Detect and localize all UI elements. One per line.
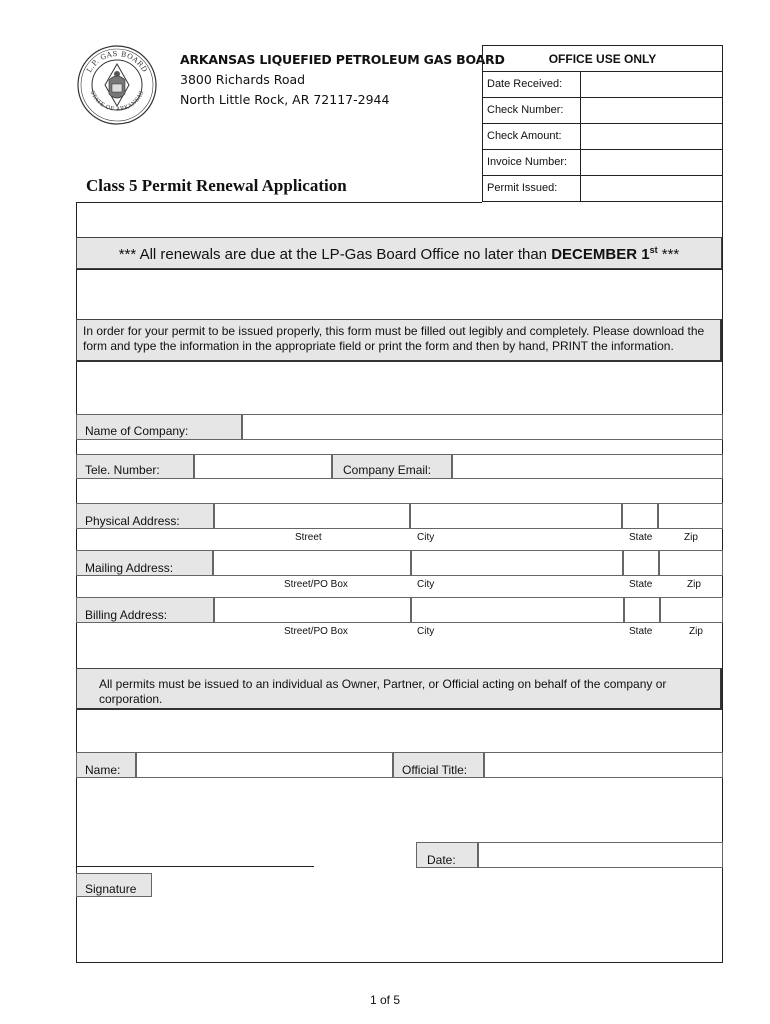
physical-street-sublabel: Street [295, 532, 322, 543]
physical-zip-input[interactable] [658, 503, 723, 529]
billing-state-input[interactable] [624, 597, 660, 623]
due-prefix: *** All renewals are due at the LP-Gas Board Office no later than [118, 246, 552, 263]
office-row-permit-issued [483, 176, 722, 202]
billing-city-sublabel: City [417, 626, 435, 637]
office-label: Check Amount: [483, 124, 581, 149]
billing-street-input[interactable] [214, 597, 411, 623]
office-use-title: OFFICE USE ONLY [483, 46, 722, 72]
billing-address-label: Billing Address: [76, 597, 214, 623]
official-title-input[interactable] [484, 752, 723, 778]
office-label: Invoice Number: [483, 150, 581, 175]
page-number: 1 of 5 [369, 993, 401, 1007]
company-name-input[interactable] [242, 414, 723, 440]
check-number-field[interactable] [581, 98, 722, 123]
signature-label: Signature [76, 873, 152, 897]
office-row-invoice-number [483, 150, 722, 176]
permit-issued-field[interactable] [581, 176, 722, 202]
check-amount-field[interactable] [581, 124, 722, 149]
form-title: Class 5 Permit Renewal Application [86, 176, 347, 195]
mailing-state-input[interactable] [623, 550, 659, 576]
billing-state-sublabel: State [629, 626, 653, 637]
office-row-check-number [483, 98, 722, 124]
org-address-line-2: North Little Rock, AR 72117-2944 [180, 92, 390, 107]
billing-street-sublabel: Street/PO Box [284, 626, 348, 637]
physical-state-input[interactable] [622, 503, 658, 529]
company-email-label: Company Email: [332, 454, 452, 479]
office-use-box [482, 45, 723, 202]
company-name-label: Name of Company: [76, 414, 242, 440]
mailing-state-sublabel: State [629, 579, 653, 590]
mailing-address-label: Mailing Address: [76, 550, 213, 576]
mailing-city-sublabel: City [417, 579, 435, 590]
due-date: DECEMBER 1 [551, 246, 650, 263]
owner-notice: All permits must be issued to an individual as Owner, Partner, or Official acting on behalf of the company or corporation. [76, 668, 722, 710]
due-date-notice [76, 237, 722, 269]
mailing-city-input[interactable] [411, 550, 623, 576]
mailing-street-sublabel: Street/PO Box [284, 579, 348, 590]
org-address-line-1: 3800 Richards Road [180, 72, 306, 87]
lp-gas-board-seal-logo [76, 44, 158, 126]
date-received-field[interactable] [581, 72, 722, 97]
signature-line[interactable] [76, 866, 314, 867]
name-input[interactable] [136, 752, 393, 778]
mailing-street-input[interactable] [213, 550, 411, 576]
divider [76, 269, 723, 270]
billing-zip-input[interactable] [660, 597, 723, 623]
invoice-number-field[interactable] [581, 150, 722, 175]
physical-city-input[interactable] [410, 503, 622, 529]
date-label: Date: [416, 842, 478, 868]
mailing-zip-sublabel: Zip [687, 579, 701, 590]
mailing-zip-input[interactable] [659, 550, 723, 576]
official-title-label: Official Title: [393, 752, 484, 778]
date-input[interactable] [478, 842, 723, 868]
frame-top-left-border [76, 202, 482, 203]
seal-text-top: L.P. GAS BOARD [85, 49, 149, 74]
due-suffix: *** [657, 246, 680, 263]
org-name: ARKANSAS LIQUEFIED PETROLEUM GAS BOARD [180, 52, 505, 67]
form-instructions: In order for your permit to be issued properly, this form must be filled out legibly and completely. Please download the form and type the information in the appropriate field or print the form and then by hand, PRINT the information. [76, 319, 722, 362]
tele-number-input[interactable] [194, 454, 332, 479]
physical-address-label: Physical Address: [76, 503, 214, 529]
seal-text-bottom: STATE OF ARKANSAS [88, 89, 146, 113]
physical-street-input[interactable] [214, 503, 410, 529]
physical-zip-sublabel: Zip [684, 532, 698, 543]
physical-state-sublabel: State [629, 532, 653, 543]
office-label: Permit Issued: [483, 176, 581, 202]
company-email-input[interactable] [452, 454, 723, 479]
billing-city-input[interactable] [411, 597, 624, 623]
billing-zip-sublabel: Zip [689, 626, 703, 637]
tele-number-label: Tele. Number: [76, 454, 194, 479]
office-label: Date Received: [483, 72, 581, 97]
name-label: Name: [76, 752, 136, 778]
office-row-check-amount [483, 124, 722, 150]
physical-city-sublabel: City [417, 532, 435, 543]
office-label: Check Number: [483, 98, 581, 123]
office-row-date-received [483, 72, 722, 98]
due-date-suffix: st [649, 245, 658, 255]
